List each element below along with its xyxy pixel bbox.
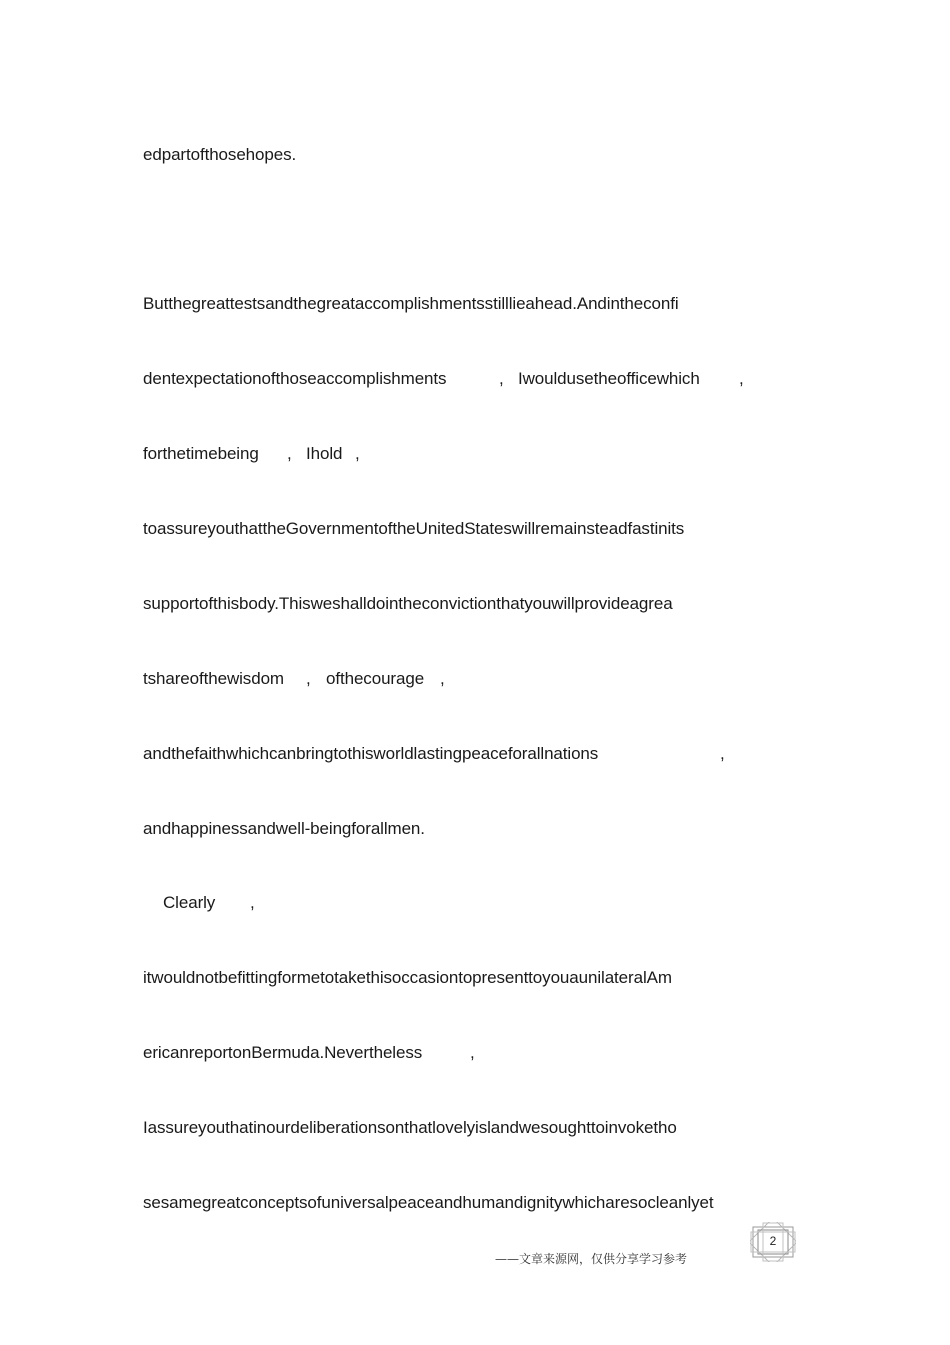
text-segment: , [355, 444, 360, 463]
text-segment: sesamegreatconceptsofuniversalpeaceandhumandignitywhicharesocleanlyet [143, 1193, 714, 1212]
text-segment: , [306, 669, 311, 688]
footer-source-note: ——文章来源网，仅供分享学习参考 [495, 1252, 688, 1266]
text-line [143, 1118, 677, 1178]
text-segment: itwouldnotbefittingformetotakethisoccasiontopresenttoyouaunilateralAm [143, 968, 672, 987]
text-segment: Ihold [306, 444, 343, 463]
text-line [143, 294, 679, 354]
text-line [143, 145, 297, 205]
text-segment: Butthegreattestsandthegreataccomplishmentsstilllieahead.Andintheconfi [143, 294, 679, 313]
text-segment: forthetimebeing [143, 444, 259, 463]
text-segment: dentexpectationofthoseaccomplishments [143, 369, 447, 388]
text-line [143, 519, 685, 579]
text-segment: andthefaithwhichcanbringtothisworldlastingpeaceforallnations [143, 744, 599, 763]
text-segment: , [739, 369, 744, 388]
text-line [143, 1043, 475, 1123]
text-segment: supportofthisbody.Thisweshalldointheconvictionthatyouwillprovideagrea [143, 594, 673, 613]
text-segment: edpartofthosehopes. [143, 145, 297, 164]
text-line [143, 819, 425, 879]
text-segment: , [720, 744, 725, 763]
text-segment: , [499, 369, 504, 388]
text-line [143, 1193, 714, 1253]
text-segment: , [250, 893, 255, 912]
page-number-badge [750, 1222, 796, 1262]
text-segment: andhappinessandwell-beingforallmen. [143, 819, 425, 838]
text-segment: toassureyouthattheGovernmentoftheUnitedStateswillremainsteadfastinits [143, 519, 685, 538]
text-segment: Clearly [163, 893, 216, 912]
text-segment: , [287, 444, 292, 463]
text-segment: , [470, 1043, 475, 1062]
text-segment: ericanreportonBermuda.Nevertheless [143, 1043, 423, 1062]
text-segment: , [440, 669, 445, 688]
text-segment: Iwouldusetheofficewhich [518, 369, 700, 388]
text-line [143, 594, 673, 654]
text-segment: Iassureyouthatinourdeliberationsonthatlovelyislandwesoughttoinvoketho [143, 1118, 677, 1137]
text-line [143, 744, 725, 824]
text-line [143, 893, 255, 973]
text-segment: tshareofthewisdom [143, 669, 284, 688]
text-segment: ofthecourage [326, 669, 425, 688]
page-number: 2 [769, 1234, 777, 1248]
text-line [143, 968, 672, 1028]
